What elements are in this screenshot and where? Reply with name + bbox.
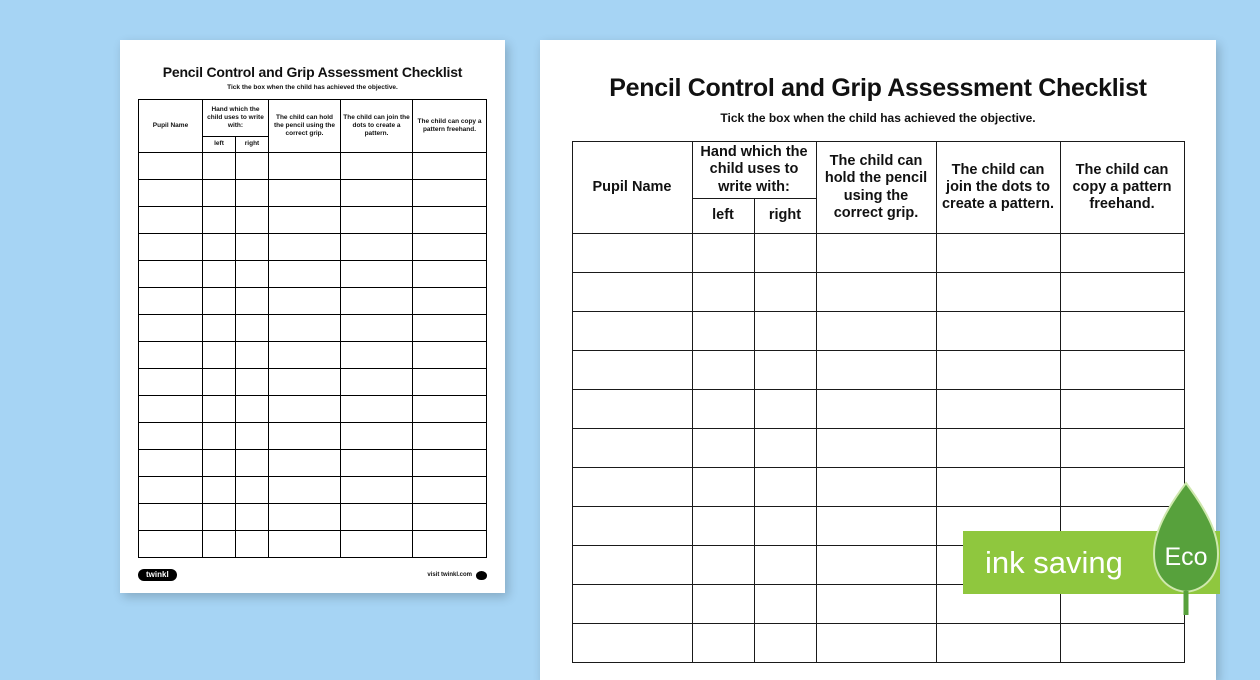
table-row: [138, 234, 486, 261]
empty-cell: [816, 585, 936, 624]
table-row: [138, 207, 486, 234]
empty-cell: [816, 507, 936, 546]
empty-cell: [754, 429, 816, 468]
empty-cell: [1060, 429, 1184, 468]
empty-cell: [202, 369, 235, 396]
empty-cell: [1060, 624, 1184, 663]
empty-cell: [138, 369, 202, 396]
empty-cell: [572, 234, 692, 273]
empty-cell: [235, 153, 268, 180]
table-row: [138, 396, 486, 423]
table-row: [572, 429, 1184, 468]
empty-cell: [413, 477, 487, 504]
twinkl-logo: twinkl: [138, 569, 177, 581]
empty-cell: [816, 273, 936, 312]
table-row: [138, 180, 486, 207]
empty-cell: [692, 429, 754, 468]
empty-cell: [692, 234, 754, 273]
empty-cell: [936, 429, 1060, 468]
table-row: [572, 312, 1184, 351]
checklist-table-small: [138, 99, 487, 558]
empty-cell: [235, 234, 268, 261]
column-header-pupil-name: Pupil Name: [572, 142, 692, 234]
checklist-table-body: [138, 153, 486, 558]
empty-cell: [341, 369, 413, 396]
empty-cell: [341, 531, 413, 558]
empty-cell: [413, 450, 487, 477]
empty-cell: [816, 390, 936, 429]
empty-cell: [754, 234, 816, 273]
empty-cell: [202, 450, 235, 477]
empty-cell: [572, 468, 692, 507]
page-subtitle: Tick the box when the child has achieved the objective.: [227, 84, 398, 91]
table-row: [138, 423, 486, 450]
empty-cell: [138, 234, 202, 261]
empty-cell: [138, 315, 202, 342]
empty-cell: [138, 450, 202, 477]
column-header-hand: Hand which the child uses to write with:: [202, 100, 268, 137]
empty-cell: [572, 351, 692, 390]
empty-cell: [413, 288, 487, 315]
empty-cell: [269, 342, 341, 369]
empty-cell: [341, 234, 413, 261]
empty-cell: [1060, 234, 1184, 273]
page-footer: [138, 569, 487, 581]
empty-cell: [269, 396, 341, 423]
empty-cell: [138, 477, 202, 504]
empty-cell: [235, 342, 268, 369]
empty-cell: [202, 261, 235, 288]
empty-cell: [202, 180, 235, 207]
empty-cell: [754, 273, 816, 312]
empty-cell: [936, 390, 1060, 429]
subcolumn-header-left: left: [692, 199, 754, 234]
subcolumn-header-left: left: [202, 137, 235, 153]
empty-cell: [936, 351, 1060, 390]
empty-cell: [235, 288, 268, 315]
empty-cell: [341, 504, 413, 531]
table-row: [138, 504, 486, 531]
empty-cell: [816, 546, 936, 585]
empty-cell: [341, 315, 413, 342]
empty-cell: [235, 531, 268, 558]
empty-cell: [754, 546, 816, 585]
column-header-dots: The child can join the dots to create a pattern.: [936, 142, 1060, 234]
empty-cell: [936, 468, 1060, 507]
empty-cell: [269, 234, 341, 261]
empty-cell: [413, 234, 487, 261]
empty-cell: [269, 531, 341, 558]
empty-cell: [936, 624, 1060, 663]
empty-cell: [572, 546, 692, 585]
table-row: [138, 477, 486, 504]
empty-cell: [341, 477, 413, 504]
empty-cell: [269, 180, 341, 207]
empty-cell: [816, 234, 936, 273]
empty-cell: [202, 531, 235, 558]
empty-cell: [235, 180, 268, 207]
column-header-grip: The child can hold the pencil using the correct grip.: [816, 142, 936, 234]
empty-cell: [754, 624, 816, 663]
empty-cell: [138, 207, 202, 234]
page-title: Pencil Control and Grip Assessment Checklist: [609, 74, 1147, 102]
empty-cell: [413, 261, 487, 288]
empty-cell: [341, 153, 413, 180]
empty-cell: [692, 351, 754, 390]
empty-cell: [692, 546, 754, 585]
empty-cell: [1060, 351, 1184, 390]
empty-cell: [413, 504, 487, 531]
empty-cell: [572, 507, 692, 546]
empty-cell: [413, 153, 487, 180]
column-header-hand: Hand which the child uses to write with:: [692, 142, 816, 199]
table-row: [138, 288, 486, 315]
empty-cell: [341, 450, 413, 477]
empty-cell: [1060, 312, 1184, 351]
empty-cell: [341, 423, 413, 450]
empty-cell: [269, 369, 341, 396]
empty-cell: [341, 207, 413, 234]
empty-cell: [235, 504, 268, 531]
empty-cell: [269, 261, 341, 288]
empty-cell: [692, 507, 754, 546]
empty-cell: [202, 423, 235, 450]
empty-cell: [235, 315, 268, 342]
column-header-copy: The child can copy a pattern freehand.: [413, 100, 487, 153]
empty-cell: [269, 477, 341, 504]
empty-cell: [692, 468, 754, 507]
empty-cell: [202, 504, 235, 531]
table-row: [572, 624, 1184, 663]
empty-cell: [235, 207, 268, 234]
empty-cell: [413, 531, 487, 558]
empty-cell: [138, 423, 202, 450]
empty-cell: [572, 624, 692, 663]
empty-cell: [413, 180, 487, 207]
empty-cell: [572, 429, 692, 468]
subcolumn-header-right: right: [754, 199, 816, 234]
empty-cell: [138, 288, 202, 315]
empty-cell: [269, 153, 341, 180]
empty-cell: [816, 312, 936, 351]
table-row: [572, 273, 1184, 312]
table-row: [572, 390, 1184, 429]
empty-cell: [202, 288, 235, 315]
empty-cell: [138, 261, 202, 288]
table-row: [138, 342, 486, 369]
empty-cell: [692, 273, 754, 312]
column-header-copy: The child can copy a pattern freehand.: [1060, 142, 1184, 234]
empty-cell: [269, 315, 341, 342]
empty-cell: [138, 153, 202, 180]
page-title: Pencil Control and Grip Assessment Checklist: [162, 64, 463, 80]
table-row: [572, 351, 1184, 390]
worksheet-page-small: [120, 40, 505, 593]
empty-cell: [269, 288, 341, 315]
eco-leaf-label: Eco: [1164, 543, 1208, 571]
empty-cell: [754, 468, 816, 507]
visit-link-text: visit twinkl.com: [427, 572, 472, 578]
empty-cell: [754, 507, 816, 546]
empty-cell: [816, 429, 936, 468]
table-row: [138, 315, 486, 342]
table-row: [138, 369, 486, 396]
empty-cell: [235, 369, 268, 396]
empty-cell: [202, 342, 235, 369]
empty-cell: [413, 423, 487, 450]
empty-cell: [413, 342, 487, 369]
table-row: [572, 234, 1184, 273]
empty-cell: [202, 153, 235, 180]
empty-cell: [572, 273, 692, 312]
empty-cell: [413, 396, 487, 423]
empty-cell: [1060, 390, 1184, 429]
empty-cell: [936, 273, 1060, 312]
empty-cell: [936, 312, 1060, 351]
empty-cell: [202, 207, 235, 234]
empty-cell: [816, 351, 936, 390]
empty-cell: [341, 342, 413, 369]
empty-cell: [269, 423, 341, 450]
checklist-table-body: [572, 234, 1184, 663]
empty-cell: [235, 477, 268, 504]
empty-cell: [936, 234, 1060, 273]
column-header-grip: The child can hold the pencil using the correct grip.: [269, 100, 341, 153]
empty-cell: [202, 315, 235, 342]
subcolumn-header-right: right: [235, 137, 268, 153]
column-header-pupil-name: Pupil Name: [138, 100, 202, 153]
empty-cell: [413, 207, 487, 234]
empty-cell: [341, 261, 413, 288]
empty-cell: [138, 180, 202, 207]
ink-saving-label: ink saving: [985, 545, 1123, 580]
table-row: [138, 261, 486, 288]
empty-cell: [235, 423, 268, 450]
page-subtitle: Tick the box when the child has achieved the objective.: [720, 111, 1036, 125]
empty-cell: [413, 369, 487, 396]
empty-cell: [138, 531, 202, 558]
empty-cell: [138, 504, 202, 531]
empty-cell: [692, 390, 754, 429]
table-row: [572, 468, 1184, 507]
empty-cell: [269, 450, 341, 477]
empty-cell: [202, 234, 235, 261]
empty-cell: [692, 585, 754, 624]
empty-cell: [816, 624, 936, 663]
column-header-dots: The child can join the dots to create a pattern.: [341, 100, 413, 153]
empty-cell: [1060, 273, 1184, 312]
empty-cell: [692, 624, 754, 663]
table-row: [138, 153, 486, 180]
empty-cell: [754, 390, 816, 429]
empty-cell: [202, 396, 235, 423]
empty-cell: [235, 450, 268, 477]
empty-cell: [413, 315, 487, 342]
empty-cell: [138, 396, 202, 423]
empty-cell: [341, 288, 413, 315]
empty-cell: [572, 390, 692, 429]
empty-cell: [572, 585, 692, 624]
eco-leaf-icon: [1150, 481, 1222, 615]
footer-visit: [427, 571, 487, 580]
empty-cell: [269, 504, 341, 531]
empty-cell: [754, 351, 816, 390]
empty-cell: [754, 585, 816, 624]
empty-cell: [572, 312, 692, 351]
empty-cell: [754, 312, 816, 351]
table-row: [138, 450, 486, 477]
table-row: [138, 531, 486, 558]
empty-cell: [138, 342, 202, 369]
twinkl-owl-icon: [476, 571, 487, 580]
empty-cell: [341, 180, 413, 207]
empty-cell: [235, 396, 268, 423]
empty-cell: [269, 207, 341, 234]
empty-cell: [692, 312, 754, 351]
empty-cell: [235, 261, 268, 288]
empty-cell: [816, 468, 936, 507]
empty-cell: [202, 477, 235, 504]
empty-cell: [341, 396, 413, 423]
